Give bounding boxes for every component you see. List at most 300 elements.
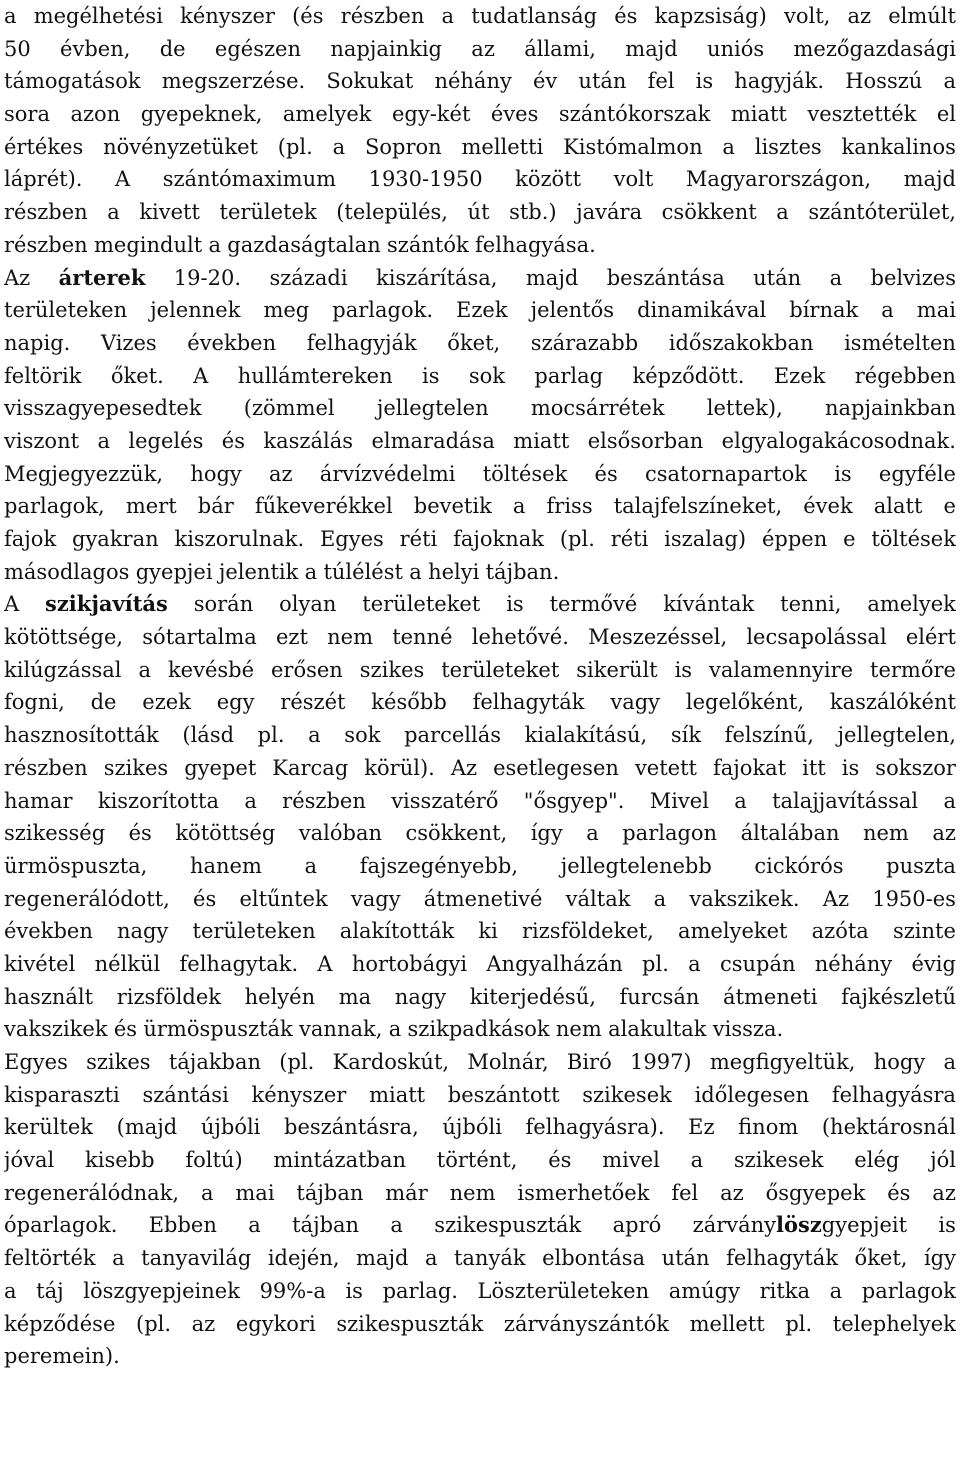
word [542, 1242, 645, 1275]
word [693, 1209, 907, 1242]
word [136, 556, 213, 589]
word [608, 1013, 706, 1046]
word [190, 850, 262, 883]
word [385, 1177, 427, 1210]
word-part: a [208, 232, 221, 257]
bold-term: szikjavítás [45, 591, 168, 617]
word [874, 1046, 925, 1079]
text-line [4, 654, 956, 687]
word [578, 65, 626, 98]
word [822, 1111, 956, 1144]
word [400, 523, 438, 556]
word-part: az [720, 1180, 744, 1205]
word-part: egyféle [878, 461, 956, 486]
word-part: Az [4, 265, 31, 290]
word [734, 785, 747, 818]
word-part: őket, [854, 1246, 908, 1271]
word-part: napjainkban [825, 396, 956, 421]
word-part: történt, [436, 1148, 518, 1173]
word-part: legelés [128, 428, 204, 453]
word [738, 1111, 798, 1144]
word-part: már [385, 1180, 428, 1205]
word [4, 883, 170, 916]
word-part: elég [854, 1148, 900, 1173]
word [886, 850, 956, 883]
word [323, 556, 402, 589]
word-part: valóban [298, 821, 383, 846]
word [4, 65, 141, 98]
word [576, 196, 642, 229]
word [887, 1177, 910, 1210]
word [434, 1209, 581, 1242]
word [219, 556, 299, 589]
word [470, 981, 596, 1014]
word [217, 686, 255, 719]
word-part: kaszálóként [829, 690, 956, 715]
word [642, 948, 669, 981]
word-part: a [248, 1213, 261, 1238]
word [83, 1275, 240, 1308]
word [441, 654, 559, 687]
word-part: lettek), [706, 396, 783, 421]
word [675, 654, 693, 687]
word-part: talajjavítással [772, 788, 919, 813]
word [655, 0, 767, 33]
word [450, 1177, 496, 1210]
text-line [4, 1046, 956, 1079]
word [4, 1177, 179, 1210]
word-part: hagyják. [734, 69, 825, 94]
word-part: mintázatban [273, 1148, 407, 1173]
word-part: elgyalogakácosodnak. [721, 428, 956, 453]
word-part: kerültek [4, 1115, 94, 1140]
word-part: friss [546, 494, 593, 519]
word [340, 915, 454, 948]
word [4, 1144, 54, 1177]
word-part: regenerálódott, [4, 886, 170, 911]
word [268, 1242, 340, 1275]
word-part: a [829, 1278, 843, 1303]
word [4, 719, 159, 752]
word [533, 65, 557, 98]
word-part: a [722, 134, 735, 159]
word-part: lehetővé. [471, 625, 569, 650]
word [531, 327, 638, 360]
word [4, 1340, 120, 1373]
word [141, 98, 263, 131]
word [531, 294, 614, 327]
word [434, 65, 511, 98]
word-part: kényszer [251, 1082, 347, 1107]
word-part: Kardoskút, [332, 1050, 450, 1074]
word-part: visszagyepesedtek [4, 396, 202, 421]
word [252, 1079, 347, 1112]
word [4, 294, 127, 327]
word [614, 490, 782, 523]
word-part: mai [916, 298, 956, 323]
word [620, 981, 700, 1014]
word [180, 948, 299, 981]
word-part: szárazabb [530, 330, 639, 355]
word [524, 33, 596, 66]
word [762, 523, 827, 556]
word-part: is [834, 461, 852, 486]
word-part: jellegtelen [376, 396, 489, 421]
word-part: a [653, 886, 667, 911]
word [272, 752, 348, 785]
word-part: beszántott [447, 1082, 560, 1107]
word [686, 163, 871, 196]
word-part: kaszálás [263, 428, 354, 453]
word [567, 1046, 612, 1079]
word [387, 229, 469, 262]
word [713, 752, 786, 785]
word-part: gyepjei [135, 559, 213, 584]
word-part: azóta [811, 919, 869, 944]
word-part: körül). [364, 755, 435, 780]
word-part: néhány [434, 69, 512, 94]
word-part: jelennek [150, 298, 241, 323]
word-part: cickórós [754, 853, 844, 878]
word-part: mezőgazdasági [793, 36, 956, 61]
word [823, 883, 849, 916]
word-part: a [829, 265, 843, 290]
word [299, 817, 382, 850]
word [614, 0, 637, 33]
word [825, 392, 956, 425]
word [456, 294, 508, 327]
word [114, 1013, 137, 1046]
word-part: Magyarországon, [685, 167, 872, 192]
word [4, 1079, 120, 1112]
word-part: kötöttség [175, 821, 276, 846]
word-part: és [887, 1180, 911, 1205]
word [4, 817, 105, 850]
word [336, 1308, 483, 1341]
word [602, 1144, 660, 1177]
word [111, 360, 164, 393]
word [576, 654, 657, 687]
word-part: után [753, 265, 802, 290]
word [208, 229, 221, 262]
word-part: gyepjeit [821, 1213, 908, 1238]
word-part: Az [450, 755, 478, 780]
word [4, 425, 79, 458]
word-part: és [113, 1017, 138, 1042]
word-part: finom [738, 1115, 799, 1140]
word-part: megindult [94, 232, 203, 257]
word [690, 1308, 765, 1341]
word [734, 1144, 824, 1177]
text-line [4, 1111, 956, 1144]
word [766, 1177, 866, 1210]
word [830, 262, 843, 295]
word [317, 948, 332, 981]
word [244, 785, 257, 818]
word [932, 817, 956, 850]
word-part: e [843, 527, 856, 551]
word [283, 98, 372, 131]
word-part: egészen [214, 36, 302, 61]
word [906, 621, 956, 654]
word-part: Angyalházán [486, 951, 623, 976]
word [308, 719, 321, 752]
word [513, 490, 526, 523]
word-part: gyepet [184, 755, 257, 780]
word-part: árvízvédelmi [319, 461, 456, 486]
word-part: a [304, 853, 318, 878]
word [531, 392, 665, 425]
word [279, 1046, 314, 1079]
word-part: fűkeverékkel [254, 494, 393, 519]
word-part: nélkül [94, 951, 161, 976]
word [469, 360, 505, 393]
word-part: amúgy [668, 1278, 740, 1303]
word-part: mivel [602, 1148, 660, 1173]
word-part: is [422, 363, 440, 388]
word-part: évig [911, 951, 956, 976]
word [305, 850, 318, 883]
word-part: a [881, 298, 894, 323]
word [650, 785, 709, 818]
word-part: évben, [60, 36, 131, 61]
word-part: nagy [394, 984, 447, 1009]
word [190, 458, 241, 491]
word [180, 0, 275, 33]
word [471, 0, 597, 33]
word-part: szántómaximum [162, 167, 337, 192]
word-part: pl. [642, 951, 669, 976]
word [107, 196, 120, 229]
text-line [4, 1340, 956, 1373]
word [142, 686, 191, 719]
word [478, 1275, 650, 1308]
word-part: megszerzése. [161, 69, 306, 94]
text-line [4, 490, 956, 523]
word-part: Egyes [4, 1050, 68, 1074]
word-part: de [159, 36, 186, 61]
word-part: a [734, 788, 747, 813]
word-part: kívántak [663, 592, 755, 617]
word-part: vetett [634, 755, 697, 780]
word [327, 621, 373, 654]
word-part: vannak, [299, 1017, 383, 1042]
word-part: feltörik [4, 363, 82, 388]
word-part: képződése [4, 1311, 116, 1336]
word [4, 490, 105, 523]
word [245, 981, 316, 1014]
bold-term: árterek [58, 264, 146, 290]
word [365, 131, 442, 164]
word [686, 686, 804, 719]
word [330, 33, 442, 66]
word [669, 327, 814, 360]
word [364, 752, 435, 785]
word [97, 425, 110, 458]
word [45, 588, 168, 621]
word-part: átmeneti [723, 984, 818, 1009]
word [194, 588, 254, 621]
word [198, 490, 234, 523]
word-part: tájban. [485, 559, 560, 584]
word [160, 33, 186, 66]
word-part: sótartalma [142, 625, 257, 650]
word [4, 196, 88, 229]
text-line [4, 131, 956, 164]
text-line [4, 0, 956, 33]
word [943, 785, 956, 818]
text-line [4, 1177, 956, 1210]
word [725, 719, 814, 752]
word [938, 1209, 956, 1242]
word [486, 556, 560, 589]
word-part: ma [338, 984, 372, 1009]
word [4, 327, 70, 360]
word [258, 719, 285, 752]
word [376, 262, 498, 295]
word [713, 1013, 783, 1046]
word [632, 360, 744, 393]
word-part: is [695, 69, 714, 94]
word [776, 196, 789, 229]
word [833, 1308, 956, 1341]
word-part: felhagyták [472, 690, 585, 715]
word [4, 556, 129, 589]
word-part: amelyek [282, 102, 372, 127]
word-part: jelentik [218, 559, 299, 584]
word [526, 1111, 665, 1144]
word-part: vakszikek [4, 1017, 108, 1042]
word [222, 425, 245, 458]
word [625, 33, 677, 66]
word [559, 98, 710, 131]
word [320, 523, 384, 556]
word [215, 33, 301, 66]
word [566, 883, 631, 916]
word-part: a [424, 1246, 438, 1271]
word [467, 1046, 548, 1079]
word [4, 131, 83, 164]
word [595, 458, 618, 491]
word [227, 229, 380, 262]
word-part: parcellás [404, 723, 501, 748]
word-part: nem [449, 1180, 496, 1205]
word-part: értékes [4, 134, 84, 159]
word [671, 719, 701, 752]
word [932, 1177, 956, 1210]
word [893, 915, 956, 948]
word-part: a [390, 1213, 403, 1238]
word-part: talajfelszíneket, [613, 494, 783, 519]
paragraph [4, 588, 956, 1046]
text-line [4, 948, 956, 981]
word [34, 0, 163, 33]
word [855, 1242, 908, 1275]
word-part: A [193, 363, 209, 388]
word [98, 785, 219, 818]
word [126, 490, 177, 523]
word [645, 458, 807, 491]
word-part: A [4, 592, 20, 617]
word-part: kivétel [4, 951, 76, 976]
word-part: miatt [369, 1082, 426, 1107]
word [193, 360, 208, 393]
word [4, 1275, 17, 1308]
word [174, 262, 241, 295]
word-part: ritka [759, 1278, 811, 1303]
word-part: amelyek [867, 592, 956, 617]
word [872, 883, 956, 916]
word [904, 163, 956, 196]
word [794, 33, 957, 66]
word-part: helyén [244, 984, 316, 1009]
word-part: területek [219, 200, 317, 225]
word-part: stb.) [509, 200, 557, 225]
word [832, 1079, 956, 1112]
word-part: ezek [142, 690, 191, 715]
word [193, 915, 316, 948]
text-line [4, 1144, 956, 1177]
word-part: részben [340, 4, 425, 28]
word [473, 686, 585, 719]
word-part: szántási [142, 1082, 229, 1107]
text-line [4, 588, 956, 621]
word [91, 686, 117, 719]
word [525, 719, 648, 752]
word-part: részben [4, 755, 88, 780]
word-part: "ősgyep". [523, 788, 625, 813]
word [803, 490, 852, 523]
word [395, 981, 446, 1014]
word-part: megfigyeltük, [709, 1050, 856, 1074]
word [4, 1209, 117, 1242]
word-part: fajokat [713, 755, 787, 780]
word-part: a [97, 428, 110, 453]
word [129, 817, 152, 850]
word-part: majd [625, 36, 678, 61]
word [269, 458, 293, 491]
word [409, 556, 422, 589]
word-part: részben [4, 232, 88, 257]
word-part: a [200, 1180, 214, 1205]
word-part: tanyavilág [141, 1246, 252, 1271]
word [143, 1013, 292, 1046]
word-part: Ebben [148, 1213, 217, 1238]
word [664, 523, 746, 556]
word-part: néhány [814, 951, 893, 976]
word [284, 1111, 419, 1144]
word-part: 19-20. [173, 265, 242, 290]
word [437, 1144, 518, 1177]
word [863, 817, 909, 850]
word-part: legelőként, [685, 690, 805, 715]
word [524, 785, 625, 818]
word-part: őket. [110, 363, 164, 388]
text-line [4, 1275, 956, 1308]
word [785, 1308, 812, 1341]
word [352, 948, 467, 981]
paragraph [4, 1046, 956, 1373]
word [842, 752, 860, 785]
word [534, 360, 603, 393]
word-part: bírnak [789, 298, 859, 323]
word-part: állami, [524, 36, 596, 61]
word [862, 1275, 956, 1308]
word-part: (és [292, 4, 324, 28]
word-part: Karcag [272, 755, 349, 780]
word-part: hasznosították [4, 723, 159, 748]
word [611, 523, 649, 556]
